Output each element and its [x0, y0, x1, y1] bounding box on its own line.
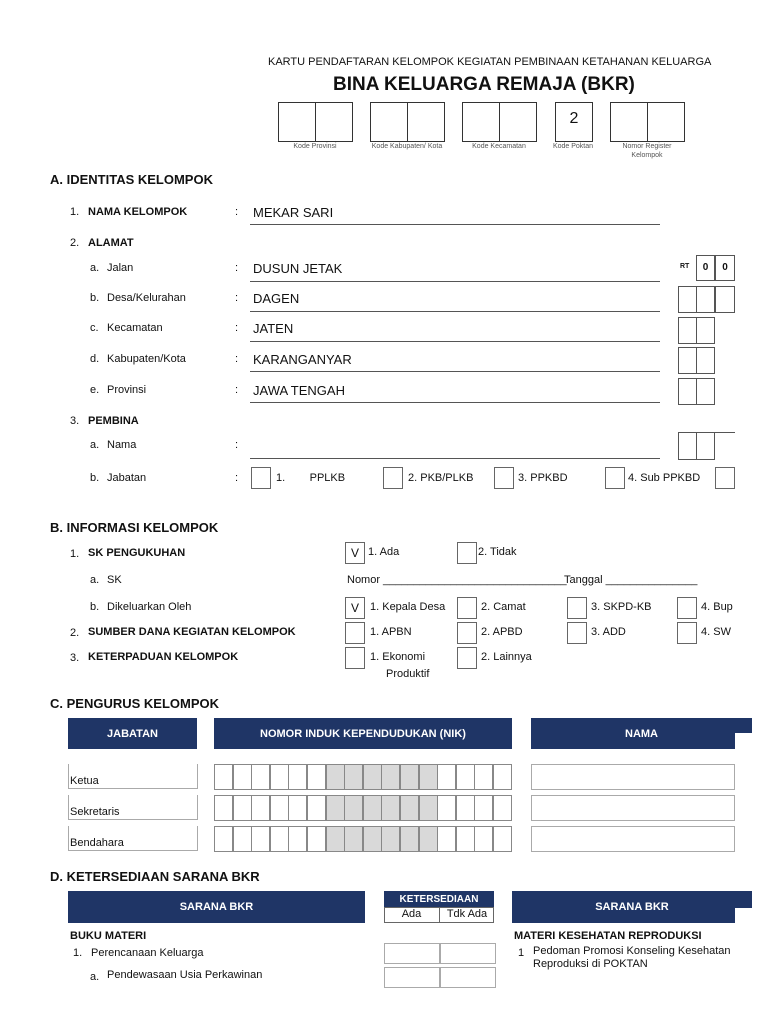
apbd-checkbox[interactable] [457, 622, 477, 644]
sk-pengukuhan-label: SK PENGUKUHAN [88, 547, 186, 559]
prov-code-box-2[interactable] [696, 378, 715, 405]
sarana-left-header: SARANA BKR [68, 891, 365, 923]
sk-tidak-checkbox[interactable] [457, 542, 477, 564]
keterpaduan-label: KETERPADUAN KELOMPOK [88, 651, 239, 663]
ketersediaan-header: KETERSEDIAAN [384, 891, 494, 907]
camat-checkbox[interactable] [457, 597, 477, 619]
sarana-right-header: SARANA BKR [512, 891, 752, 923]
kab-code-box-2[interactable] [696, 347, 715, 374]
jabatan-ppkbd-checkbox[interactable] [494, 467, 514, 489]
section-c-title: C. PENGURUS KELOMPOK [50, 696, 220, 711]
pendewasaan-ada-cell[interactable] [384, 967, 440, 988]
perencanaan-tdkada-cell[interactable] [440, 943, 496, 964]
buku-materi-label: BUKU MATERI [70, 930, 147, 942]
kab-code-box-1[interactable] [678, 347, 697, 374]
lainnya-checkbox[interactable] [457, 647, 477, 669]
kec-code-box-1[interactable] [678, 317, 697, 344]
jabatan-extra-checkbox[interactable] [715, 467, 735, 489]
kec-code-box-2[interactable] [696, 317, 715, 344]
sw-checkbox[interactable] [677, 622, 697, 644]
nama-kelompok-field[interactable]: MEKAR SARI [253, 205, 334, 220]
sk-nomor-field[interactable]: Nomor ______________________________ [347, 574, 567, 586]
sk-ada-checkbox[interactable]: V [345, 542, 365, 564]
jabatan-header: JABATAN [68, 718, 197, 749]
pendewasaan-label: Pendewasaan Usia Perkawinan [107, 969, 263, 981]
form-subtitle: KARTU PENDAFTARAN KELOMPOK KEGIATAN PEMBINAAN KETAHANAN KELUARGA [268, 56, 712, 68]
jabatan-subppkbd-checkbox[interactable] [605, 467, 625, 489]
desa-code-box-2[interactable] [696, 286, 715, 313]
desa-code-box-1[interactable] [678, 286, 697, 313]
add-checkbox[interactable] [567, 622, 587, 644]
rt-digit-2[interactable]: 0 [715, 255, 735, 281]
pembina-code-box-2[interactable] [696, 432, 715, 460]
pembina-code-box-1[interactable] [678, 432, 697, 460]
perencanaan-keluarga-label: Perencanaan Keluarga [91, 947, 204, 959]
rt-digit-1[interactable]: 0 [696, 255, 715, 281]
kepala-desa-checkbox[interactable]: V [345, 597, 365, 619]
ekonomi-produktif-checkbox[interactable] [345, 647, 365, 669]
nama-kelompok-label: NAMA KELOMPOK [88, 206, 188, 218]
sekretaris-nama-field[interactable] [531, 795, 735, 821]
kecamatan-field[interactable]: JATEN [253, 321, 294, 336]
desa-field[interactable]: DAGEN [253, 291, 300, 306]
provinsi-field[interactable]: JAWA TENGAH [253, 383, 345, 398]
skpd-kb-checkbox[interactable] [567, 597, 587, 619]
jalan-field[interactable]: DUSUN JETAK [253, 261, 343, 276]
ketua-nama-field[interactable] [531, 764, 735, 790]
alamat-label: ALAMAT [88, 237, 134, 249]
pendewasaan-tdkada-cell[interactable] [440, 967, 496, 988]
prov-code-box-1[interactable] [678, 378, 697, 405]
bupati-checkbox[interactable] [677, 597, 697, 619]
kabupaten-field[interactable]: KARANGANYAR [253, 352, 352, 367]
ada-header: Ada [401, 908, 422, 920]
section-d-title: D. KETERSEDIAAN SARANA BKR [50, 869, 260, 884]
jabatan-pkb-checkbox[interactable] [383, 467, 403, 489]
materi-kesehatan-label: MATERI KESEHATAN REPRODUKSI [514, 930, 702, 942]
perencanaan-ada-cell[interactable] [384, 943, 440, 964]
desa-code-box-3[interactable] [715, 286, 735, 313]
apbn-checkbox[interactable] [345, 622, 365, 644]
section-b-title: B. INFORMASI KELOMPOK [50, 520, 219, 535]
pembina-label: PEMBINA [88, 415, 139, 427]
nama-header: NAMA [531, 718, 752, 749]
jabatan-pplkb-checkbox[interactable] [251, 467, 271, 489]
bendahara-nama-field[interactable] [531, 826, 735, 852]
sumber-dana-label: SUMBER DANA KEGIATAN KELOMPOK [88, 626, 296, 638]
form-title: BINA KELUARGA REMAJA (BKR) [333, 74, 635, 95]
pedoman-promosi-label: Pedoman Promosi Konseling Kesehatan [533, 945, 731, 957]
rt-label: RT [680, 263, 690, 270]
tdk-ada-header: Tdk Ada [446, 908, 488, 920]
nik-header: NOMOR INDUK KEPENDUDUKAN (NIK) [214, 718, 512, 749]
sk-tanggal-field[interactable]: Tanggal _______________ [564, 574, 698, 586]
section-a-title: A. IDENTITAS KELOMPOK [50, 172, 213, 187]
